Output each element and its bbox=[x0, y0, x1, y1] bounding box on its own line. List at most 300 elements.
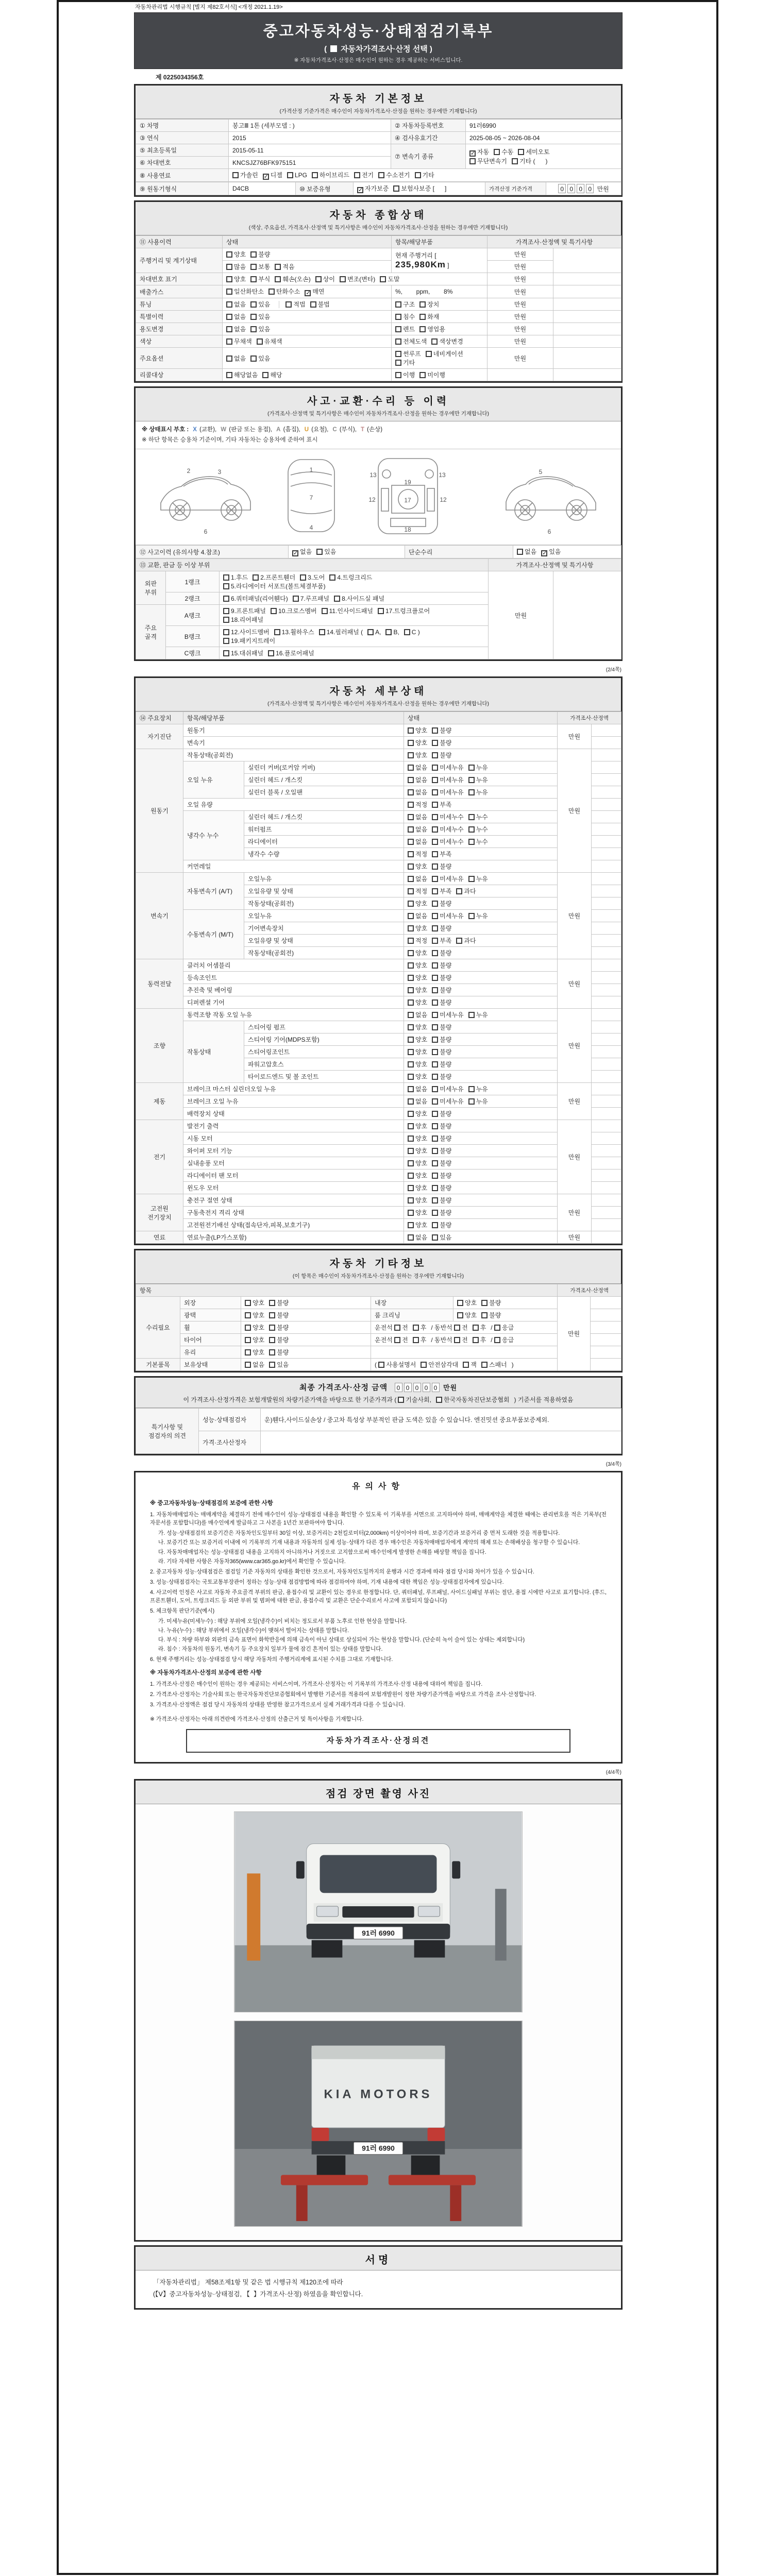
checkbox-option[interactable]: 양호 bbox=[408, 1035, 427, 1044]
checkbox-icon[interactable] bbox=[269, 1349, 275, 1355]
checkbox-icon[interactable] bbox=[432, 888, 438, 894]
checkbox-icon[interactable] bbox=[269, 1300, 275, 1306]
checkbox-option[interactable]: 전 bbox=[454, 1335, 468, 1344]
checkbox-option[interactable]: 없음 bbox=[517, 547, 536, 556]
checkbox-option[interactable]: 불량 bbox=[432, 1183, 451, 1192]
checkbox-option[interactable]: 불량 bbox=[432, 1221, 451, 1229]
checkbox-option[interactable]: 불량 bbox=[432, 1146, 451, 1155]
checkbox-icon[interactable] bbox=[408, 1037, 414, 1043]
checkbox-option[interactable]: LPG bbox=[287, 172, 307, 179]
checkbox-option[interactable]: 누유 bbox=[468, 1097, 488, 1106]
checkbox-option[interactable]: 불량 bbox=[481, 1298, 501, 1307]
checkbox-option[interactable]: 불량 bbox=[432, 1196, 451, 1205]
checkbox-icon[interactable] bbox=[408, 752, 414, 758]
checkbox-icon[interactable] bbox=[226, 372, 232, 378]
checkbox-icon[interactable] bbox=[426, 351, 432, 357]
checkbox-icon[interactable] bbox=[269, 1337, 275, 1343]
checkbox-option[interactable]: 미세누유 bbox=[432, 775, 463, 784]
checkbox-option[interactable]: 13.휠하우스 bbox=[274, 628, 314, 636]
checkbox-option[interactable]: 누수 bbox=[468, 837, 488, 846]
checkbox-icon[interactable]: ✓ bbox=[306, 290, 311, 296]
checkbox-icon[interactable] bbox=[408, 1185, 414, 1191]
checkbox-option[interactable]: 가솔린 bbox=[232, 171, 258, 179]
checkbox-icon[interactable] bbox=[408, 1173, 414, 1179]
checkbox-icon[interactable] bbox=[408, 814, 414, 820]
checkbox-icon[interactable] bbox=[454, 1325, 460, 1331]
checkbox-option[interactable]: 양호 bbox=[226, 275, 246, 283]
checkbox-option[interactable]: 해당없음 bbox=[226, 370, 258, 379]
checkbox-option[interactable]: 불량 bbox=[432, 1171, 451, 1180]
checkbox-icon[interactable] bbox=[413, 1337, 419, 1343]
checkbox-icon[interactable] bbox=[408, 740, 414, 746]
checkbox-icon[interactable] bbox=[408, 1210, 414, 1216]
checkbox-option[interactable]: 불량 bbox=[432, 751, 451, 759]
checkbox-option[interactable]: 불량 bbox=[432, 1134, 451, 1143]
checkbox-icon[interactable] bbox=[315, 276, 322, 282]
checkbox-icon[interactable] bbox=[432, 1049, 438, 1055]
checkbox-option[interactable]: 14.필러패널 ( bbox=[319, 628, 363, 636]
checkbox-option[interactable]: 불량 bbox=[432, 973, 451, 982]
checkbox-option[interactable]: 있음 bbox=[269, 1360, 289, 1369]
checkbox-icon[interactable]: ✓ bbox=[263, 174, 268, 180]
checkbox-icon[interactable] bbox=[408, 765, 414, 771]
checkbox-option[interactable]: 없음 bbox=[226, 325, 246, 333]
checkbox-icon[interactable] bbox=[408, 925, 414, 931]
checkbox-icon[interactable] bbox=[408, 1098, 414, 1105]
checkbox-icon[interactable] bbox=[432, 950, 438, 956]
checkbox-icon[interactable] bbox=[268, 650, 274, 656]
checkbox-option[interactable]: 불량 bbox=[432, 1159, 451, 1167]
checkbox-icon[interactable] bbox=[432, 975, 438, 981]
checkbox-icon[interactable] bbox=[468, 913, 475, 919]
checkbox-icon[interactable] bbox=[432, 1210, 438, 1216]
checkbox-icon[interactable] bbox=[415, 172, 421, 178]
checkbox-icon[interactable] bbox=[408, 962, 414, 969]
checkbox-icon[interactable] bbox=[432, 1123, 438, 1129]
checkbox-option[interactable]: 양호 bbox=[408, 1196, 427, 1205]
checkbox-icon[interactable] bbox=[395, 360, 401, 366]
checkbox-icon[interactable] bbox=[468, 765, 475, 771]
checkbox-option[interactable]: 훼손(오손) bbox=[275, 275, 310, 283]
checkbox-icon[interactable] bbox=[408, 999, 414, 1006]
checkbox-icon[interactable] bbox=[408, 1148, 414, 1154]
checkbox-icon[interactable] bbox=[300, 574, 306, 581]
checkbox-icon[interactable] bbox=[408, 987, 414, 993]
checkbox-icon[interactable] bbox=[404, 629, 410, 635]
checkbox-icon[interactable] bbox=[432, 1037, 438, 1043]
checkbox-icon[interactable] bbox=[432, 740, 438, 746]
checkbox-icon[interactable] bbox=[395, 338, 401, 345]
checkbox-option[interactable]: 썬루프 bbox=[395, 349, 421, 358]
checkbox-option[interactable]: 2.프론트휀더 bbox=[253, 573, 295, 582]
checkbox-icon[interactable] bbox=[468, 814, 475, 820]
checkbox-icon[interactable] bbox=[269, 1362, 275, 1368]
checkbox-icon[interactable]: ✓ bbox=[358, 187, 363, 193]
checkbox-icon[interactable] bbox=[378, 608, 384, 614]
checkbox-icon[interactable] bbox=[468, 1098, 475, 1105]
checkbox-icon[interactable] bbox=[322, 608, 328, 614]
checkbox-option[interactable]: 불량 bbox=[269, 1323, 289, 1332]
checkbox-option[interactable]: 10.크로스멤버 bbox=[271, 606, 317, 615]
checkbox-option[interactable]: 7.루프패널 bbox=[293, 594, 329, 603]
checkbox-icon[interactable] bbox=[223, 596, 229, 602]
checkbox-icon[interactable] bbox=[463, 1362, 469, 1368]
checkbox-icon[interactable] bbox=[468, 789, 475, 795]
checkbox-option[interactable]: 한국자동차진단보증협회 bbox=[436, 1395, 510, 1404]
checkbox-option[interactable]: 불량 bbox=[432, 948, 451, 957]
checkbox-option[interactable]: 불량 bbox=[432, 1072, 451, 1081]
checkbox-option[interactable]: ✓ 자가보증 bbox=[358, 185, 389, 193]
checkbox-icon[interactable] bbox=[408, 826, 414, 833]
checkbox-icon[interactable] bbox=[421, 1362, 427, 1368]
checkbox-icon[interactable] bbox=[408, 938, 414, 944]
checkbox-icon[interactable] bbox=[494, 1337, 500, 1343]
checkbox-option[interactable]: 부족 bbox=[432, 850, 451, 858]
checkbox-option[interactable]: 18.리어패널 bbox=[223, 615, 263, 624]
checkbox-option[interactable]: 불량 bbox=[432, 998, 451, 1007]
checkbox-icon[interactable] bbox=[432, 1074, 438, 1080]
checkbox-option[interactable]: 없음 bbox=[226, 312, 246, 321]
checkbox-option[interactable]: 누수 bbox=[468, 825, 488, 834]
checkbox-option[interactable]: B, bbox=[385, 629, 399, 636]
checkbox-icon[interactable] bbox=[408, 1012, 414, 1018]
checkbox-icon[interactable] bbox=[250, 355, 257, 362]
checkbox-option[interactable]: 양호 bbox=[408, 1047, 427, 1056]
checkbox-icon[interactable] bbox=[481, 1312, 488, 1318]
checkbox-icon[interactable] bbox=[408, 727, 414, 734]
checkbox-option[interactable]: 8.사이드실 패널 bbox=[334, 594, 384, 603]
checkbox-option[interactable]: 양호 bbox=[408, 986, 427, 994]
checkbox-icon[interactable] bbox=[517, 549, 523, 555]
checkbox-icon[interactable] bbox=[408, 1074, 414, 1080]
checkbox-icon[interactable] bbox=[408, 1086, 414, 1092]
checkbox-icon[interactable] bbox=[285, 301, 292, 308]
checkbox-option[interactable]: 없음 bbox=[408, 812, 427, 821]
checkbox-option[interactable]: 미세누유 bbox=[432, 874, 463, 883]
checkbox-icon[interactable] bbox=[473, 1325, 479, 1331]
checkbox-option[interactable]: 부족 bbox=[432, 936, 451, 945]
checkbox-icon[interactable] bbox=[274, 629, 280, 635]
checkbox-option[interactable]: 불량 bbox=[269, 1311, 289, 1319]
checkbox-option[interactable]: 없음 bbox=[408, 763, 427, 772]
checkbox-option[interactable]: 없음 bbox=[408, 775, 427, 784]
checkbox-icon[interactable] bbox=[269, 1312, 275, 1318]
checkbox-option[interactable]: 장치 bbox=[419, 300, 439, 309]
checkbox-icon[interactable] bbox=[469, 158, 476, 164]
checkbox-option[interactable]: 과다 bbox=[456, 936, 476, 945]
checkbox-option[interactable]: 응급 bbox=[494, 1335, 514, 1344]
checkbox-option[interactable]: 화재 bbox=[419, 312, 439, 321]
checkbox-icon[interactable] bbox=[432, 901, 438, 907]
checkbox-icon[interactable] bbox=[432, 962, 438, 969]
checkbox-icon[interactable] bbox=[468, 1086, 475, 1092]
checkbox-icon[interactable] bbox=[245, 1349, 251, 1355]
checkbox-icon[interactable] bbox=[494, 149, 500, 155]
checkbox-option[interactable]: 불법 bbox=[310, 300, 330, 309]
checkbox-icon[interactable] bbox=[408, 1234, 414, 1241]
checkbox-icon[interactable] bbox=[468, 839, 475, 845]
checkbox-option[interactable]: 양호 bbox=[408, 899, 427, 908]
checkbox-icon[interactable] bbox=[395, 351, 401, 357]
checkbox-option[interactable]: 미세누유 bbox=[432, 763, 463, 772]
checkbox-icon[interactable] bbox=[354, 172, 360, 178]
checkbox-icon[interactable] bbox=[408, 863, 414, 870]
checkbox-option[interactable]: 구조 bbox=[395, 300, 415, 309]
checkbox-icon[interactable] bbox=[432, 851, 438, 857]
checkbox-icon[interactable] bbox=[250, 326, 257, 332]
checkbox-option[interactable]: 미세누수 bbox=[432, 825, 463, 834]
checkbox-icon[interactable] bbox=[468, 1012, 475, 1018]
checkbox-icon[interactable] bbox=[408, 975, 414, 981]
checkbox-icon[interactable] bbox=[494, 1325, 500, 1331]
checkbox-option[interactable]: 없음 bbox=[226, 354, 246, 363]
checkbox-icon[interactable] bbox=[316, 549, 323, 555]
checkbox-option[interactable]: 양호 bbox=[245, 1311, 264, 1319]
checkbox-option[interactable]: 해당 bbox=[262, 370, 282, 379]
checkbox-icon[interactable] bbox=[408, 1111, 414, 1117]
checkbox-icon[interactable] bbox=[319, 629, 325, 635]
checkbox-icon[interactable] bbox=[226, 326, 232, 332]
checkbox-icon[interactable] bbox=[250, 301, 257, 308]
checkbox-option[interactable]: 양호 bbox=[457, 1298, 477, 1307]
checkbox-icon[interactable] bbox=[432, 814, 438, 820]
checkbox-option[interactable]: 과다 bbox=[456, 887, 476, 895]
checkbox-option[interactable]: 불량 bbox=[432, 738, 451, 747]
checkbox-option[interactable]: 양호 bbox=[245, 1335, 264, 1344]
checkbox-icon[interactable] bbox=[432, 938, 438, 944]
checkbox-icon[interactable] bbox=[432, 777, 438, 783]
checkbox-icon[interactable] bbox=[408, 1197, 414, 1204]
checkbox-icon[interactable] bbox=[431, 338, 438, 345]
checkbox-option[interactable]: 15.대쉬패널 bbox=[223, 649, 263, 657]
checkbox-option[interactable]: 누유 bbox=[468, 1010, 488, 1019]
checkbox-option[interactable]: 3.도어 bbox=[300, 573, 325, 582]
checkbox-icon[interactable] bbox=[223, 617, 229, 623]
checkbox-option[interactable]: 부족 bbox=[432, 800, 451, 809]
checkbox-option[interactable]: 전 bbox=[394, 1335, 408, 1344]
checkbox-icon[interactable] bbox=[395, 326, 401, 332]
checkbox-icon[interactable] bbox=[436, 1397, 442, 1403]
checkbox-option[interactable]: 적정 bbox=[408, 800, 427, 809]
checkbox-icon[interactable] bbox=[408, 851, 414, 857]
checkbox-icon[interactable] bbox=[432, 1012, 438, 1018]
checkbox-option[interactable]: 많음 bbox=[226, 262, 246, 271]
checkbox-option[interactable]: 불량 bbox=[432, 1023, 451, 1031]
checkbox-icon[interactable] bbox=[245, 1300, 251, 1306]
checkbox-icon[interactable] bbox=[432, 1111, 438, 1117]
checkbox-icon[interactable] bbox=[468, 777, 475, 783]
checkbox-option[interactable]: 양호 bbox=[408, 726, 427, 735]
checkbox-icon[interactable] bbox=[408, 950, 414, 956]
checkbox-option[interactable]: A, bbox=[367, 629, 381, 636]
checkbox-icon[interactable] bbox=[432, 1185, 438, 1191]
checkbox-option[interactable]: 불량 bbox=[432, 726, 451, 735]
checkbox-option[interactable]: 불량 bbox=[432, 1035, 451, 1044]
checkbox-option[interactable]: 변조(변타) bbox=[340, 275, 375, 283]
checkbox-icon[interactable] bbox=[223, 650, 229, 656]
checkbox-icon[interactable] bbox=[408, 802, 414, 808]
checkbox-option[interactable]: 불량 bbox=[432, 899, 451, 908]
checkbox-icon[interactable] bbox=[334, 596, 340, 602]
checkbox-icon[interactable] bbox=[395, 314, 401, 320]
checkbox-icon[interactable] bbox=[408, 1136, 414, 1142]
checkbox-option[interactable]: C ) bbox=[404, 629, 420, 636]
checkbox-option[interactable]: 12.사이드멤버 bbox=[223, 628, 270, 636]
checkbox-option[interactable]: 무단변속기 bbox=[469, 157, 507, 165]
checkbox-option[interactable]: 미세누유 bbox=[432, 1097, 463, 1106]
checkbox-option[interactable]: 전 bbox=[454, 1323, 468, 1332]
checkbox-icon[interactable] bbox=[262, 372, 268, 378]
checkbox-option[interactable]: 사용설명서 bbox=[378, 1360, 416, 1369]
checkbox-option[interactable]: 있음 bbox=[250, 312, 270, 321]
checkbox-option[interactable]: 영업용 bbox=[419, 325, 445, 333]
checkbox-option[interactable]: 미세누수 bbox=[432, 837, 463, 846]
checkbox-icon[interactable] bbox=[393, 185, 399, 192]
checkbox-icon[interactable] bbox=[481, 1300, 488, 1306]
checkbox-icon[interactable] bbox=[408, 789, 414, 795]
checkbox-option[interactable]: 응급 bbox=[494, 1323, 514, 1332]
checkbox-icon[interactable] bbox=[419, 301, 426, 308]
checkbox-option[interactable]: 색상변경 bbox=[431, 337, 463, 346]
checkbox-icon[interactable] bbox=[268, 289, 275, 295]
checkbox-icon[interactable] bbox=[432, 987, 438, 993]
checkbox-option[interactable]: 적정 bbox=[408, 850, 427, 858]
checkbox-option[interactable]: 양호 bbox=[408, 1109, 427, 1118]
checkbox-option[interactable]: 불량 bbox=[432, 1060, 451, 1069]
checkbox-option[interactable]: 일산화탄소 bbox=[226, 287, 264, 296]
checkbox-option[interactable]: 보통 bbox=[250, 262, 270, 271]
checkbox-icon[interactable] bbox=[432, 1098, 438, 1105]
checkbox-icon[interactable] bbox=[275, 264, 281, 270]
checkbox-icon[interactable] bbox=[408, 888, 414, 894]
checkbox-option[interactable]: 누유 bbox=[468, 788, 488, 796]
checkbox-icon[interactable] bbox=[432, 863, 438, 870]
checkbox-option[interactable]: 양호 bbox=[408, 1208, 427, 1217]
checkbox-option[interactable]: 불량 bbox=[432, 1122, 451, 1130]
checkbox-icon[interactable] bbox=[250, 314, 257, 320]
checkbox-option[interactable]: 탄화수소 bbox=[268, 287, 300, 296]
checkbox-option[interactable]: 11.인사이드패널 bbox=[322, 606, 373, 615]
checkbox-icon[interactable] bbox=[432, 1136, 438, 1142]
checkbox-icon[interactable] bbox=[340, 276, 346, 282]
checkbox-option[interactable]: 미세누수 bbox=[432, 812, 463, 821]
checkbox-option[interactable]: 후 bbox=[413, 1323, 427, 1332]
checkbox-option[interactable]: 없음 bbox=[408, 788, 427, 796]
checkbox-option[interactable]: 있음 bbox=[250, 354, 270, 363]
checkbox-option[interactable]: 누유 bbox=[468, 874, 488, 883]
checkbox-option[interactable]: 양호 bbox=[408, 1072, 427, 1081]
checkbox-icon[interactable] bbox=[432, 826, 438, 833]
checkbox-icon[interactable] bbox=[408, 839, 414, 845]
checkbox-icon[interactable] bbox=[432, 789, 438, 795]
checkbox-option[interactable]: 양호 bbox=[245, 1348, 264, 1357]
checkbox-option[interactable]: 1.후드 bbox=[223, 573, 248, 582]
checkbox-icon[interactable] bbox=[432, 839, 438, 845]
checkbox-option[interactable]: 기타 bbox=[415, 171, 434, 179]
checkbox-option[interactable]: 17.트렁크플로어 bbox=[378, 606, 430, 615]
checkbox-option[interactable]: 수소전기 bbox=[378, 171, 410, 179]
checkbox-option[interactable]: 보험사보증 [ ] bbox=[393, 184, 446, 193]
checkbox-icon[interactable] bbox=[454, 1337, 460, 1343]
checkbox-option[interactable]: 있음 bbox=[250, 325, 270, 333]
checkbox-icon[interactable] bbox=[245, 1312, 251, 1318]
checkbox-option[interactable]: 부족 bbox=[432, 887, 451, 895]
checkbox-option[interactable]: 불량 bbox=[432, 961, 451, 970]
checkbox-icon[interactable] bbox=[275, 276, 281, 282]
checkbox-icon[interactable] bbox=[408, 1123, 414, 1129]
checkbox-option[interactable]: 안전삼각대 bbox=[421, 1360, 458, 1369]
checkbox-option[interactable]: 전 bbox=[394, 1323, 408, 1332]
checkbox-icon[interactable] bbox=[473, 1337, 479, 1343]
checkbox-icon[interactable] bbox=[226, 338, 232, 345]
checkbox-option[interactable]: 적정 bbox=[408, 936, 427, 945]
checkbox-option[interactable]: 불량 bbox=[432, 986, 451, 994]
checkbox-icon[interactable] bbox=[223, 629, 229, 635]
checkbox-icon[interactable] bbox=[310, 301, 316, 308]
checkbox-option[interactable]: 기술사회, bbox=[398, 1395, 431, 1404]
checkbox-option[interactable]: 누유 bbox=[468, 911, 488, 920]
checkbox-icon[interactable] bbox=[408, 1222, 414, 1228]
checkbox-option[interactable]: 누수 bbox=[468, 812, 488, 821]
checkbox-option[interactable]: 없음 bbox=[408, 1233, 427, 1242]
checkbox-option[interactable]: 하이브리드 bbox=[312, 171, 349, 179]
checkbox-option[interactable]: 적정 bbox=[408, 887, 427, 895]
checkbox-option[interactable]: 없음 bbox=[408, 911, 427, 920]
checkbox-option[interactable]: 기타 ( ) bbox=[512, 157, 548, 165]
checkbox-option[interactable]: 없음 bbox=[408, 874, 427, 883]
checkbox-option[interactable]: 누유 bbox=[468, 763, 488, 772]
checkbox-option[interactable]: 스패너 bbox=[481, 1360, 507, 1369]
checkbox-icon[interactable] bbox=[408, 1061, 414, 1067]
checkbox-icon[interactable] bbox=[408, 901, 414, 907]
checkbox-option[interactable]: 불량 bbox=[250, 250, 270, 259]
checkbox-icon[interactable] bbox=[468, 876, 475, 882]
checkbox-icon[interactable] bbox=[419, 314, 426, 320]
price-select-checkbox[interactable] bbox=[330, 45, 337, 52]
checkbox-option[interactable]: 양호 bbox=[408, 862, 427, 871]
checkbox-icon[interactable] bbox=[223, 583, 229, 589]
checkbox-option[interactable]: 양호 bbox=[408, 1122, 427, 1130]
checkbox-icon[interactable] bbox=[432, 876, 438, 882]
checkbox-icon[interactable]: ✓ bbox=[293, 550, 298, 557]
checkbox-icon[interactable] bbox=[245, 1362, 251, 1368]
checkbox-icon[interactable] bbox=[223, 638, 229, 644]
checkbox-icon[interactable] bbox=[432, 1222, 438, 1228]
checkbox-option[interactable]: 양호 bbox=[408, 1221, 427, 1229]
checkbox-icon[interactable] bbox=[432, 752, 438, 758]
checkbox-icon[interactable]: ✓ bbox=[542, 550, 547, 557]
checkbox-option[interactable]: 양호 bbox=[408, 924, 427, 933]
checkbox-icon[interactable] bbox=[419, 372, 426, 378]
checkbox-option[interactable]: 양호 bbox=[408, 961, 427, 970]
checkbox-option[interactable]: 미이행 bbox=[419, 370, 445, 379]
checkbox-icon[interactable] bbox=[226, 289, 232, 295]
checkbox-option[interactable]: 불량 bbox=[432, 924, 451, 933]
checkbox-icon[interactable] bbox=[250, 276, 257, 282]
checkbox-option[interactable]: 잭 bbox=[463, 1360, 477, 1369]
checkbox-icon[interactable] bbox=[408, 913, 414, 919]
checkbox-icon[interactable] bbox=[395, 372, 401, 378]
checkbox-icon[interactable] bbox=[456, 888, 462, 894]
checkbox-icon[interactable] bbox=[269, 1325, 275, 1331]
checkbox-option[interactable]: 불량 bbox=[269, 1335, 289, 1344]
checkbox-option[interactable]: 있음 bbox=[316, 547, 336, 556]
checkbox-option[interactable]: 양호 bbox=[226, 250, 246, 259]
checkbox-option[interactable]: 없음 bbox=[408, 837, 427, 846]
checkbox-option[interactable]: 양호 bbox=[408, 751, 427, 759]
checkbox-option[interactable]: 있음 bbox=[432, 1233, 451, 1242]
checkbox-icon[interactable] bbox=[245, 1337, 251, 1343]
